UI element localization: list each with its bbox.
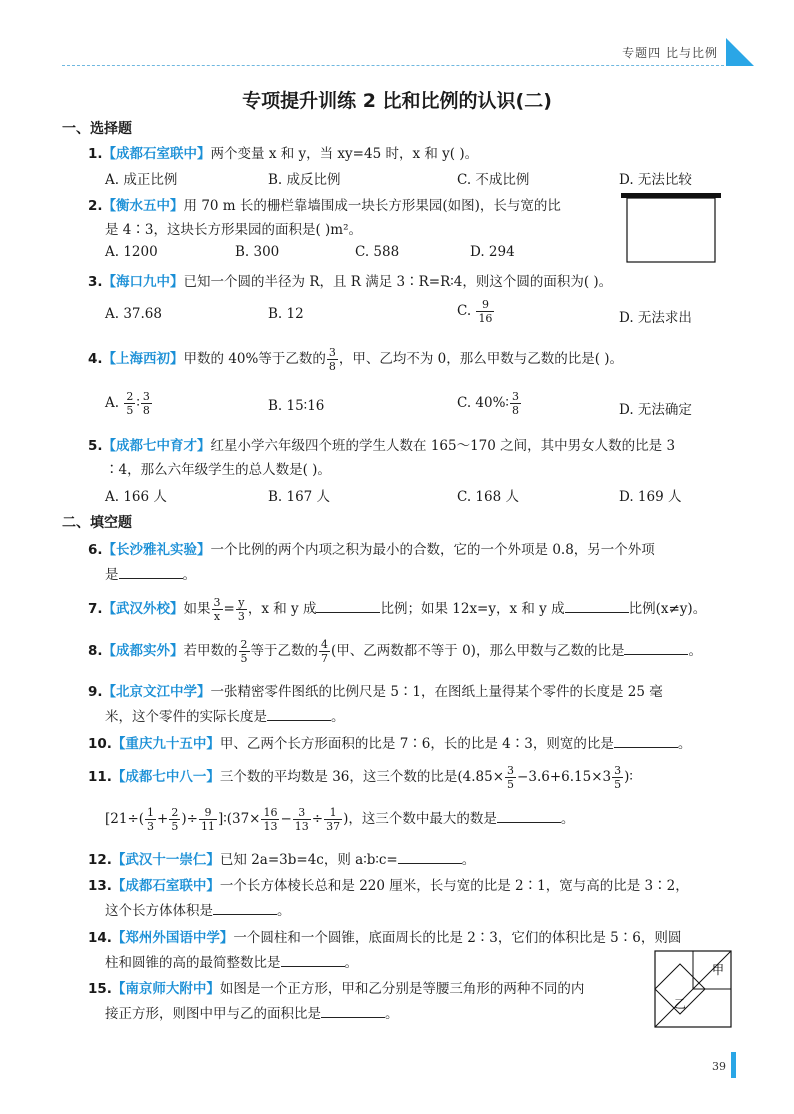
label-yi: 乙	[674, 997, 687, 1011]
fraction: $\frac{3}{8}$	[328, 346, 336, 373]
source-tag: 【成都七中育才】	[102, 438, 211, 454]
question-14-line2: 柱和圆锥的高的最简整数比是 。	[105, 955, 358, 971]
option-a: A. 1200	[105, 244, 158, 260]
source-tag: 【成都实外】	[102, 643, 184, 659]
source-tag: 【成都七中八一】	[111, 769, 220, 785]
source-tag: 【郑州外国语中学】	[111, 930, 234, 946]
option-d: D. 无法比较	[619, 172, 692, 188]
option-b: B. 成反比例	[268, 172, 341, 188]
header-triangle-icon	[726, 38, 754, 66]
option-c: C. 588	[355, 244, 400, 260]
answer-blank[interactable]	[213, 902, 277, 915]
header-divider	[62, 65, 724, 66]
question-6-line2: 是 。	[105, 567, 196, 583]
question-2-line2: 是 4∶3，这块长方形果园的面积是( )m²。	[105, 222, 363, 238]
source-tag: 【海口九中】	[102, 274, 184, 290]
option-b: B. 300	[235, 244, 280, 260]
wall	[621, 193, 721, 198]
question-13-line2: 这个长方体体积是 。	[105, 903, 291, 919]
source-tag: 【上海西初】	[102, 351, 184, 367]
question-4: 4.【上海西初】甲数的 40%等于乙数的 $\frac{3}{8}$ ，甲、乙均不为 0，那么甲数与乙数的比是( )。	[88, 346, 624, 373]
question-5: 5.【成都七中育才】红星小学六年级四个班的学生人数在 165～170 之间，其中男女人数的比是 3	[88, 438, 676, 454]
question-11: 11.【成都七中八一】三个数的平均数是 36，这三个数的比是(4.85× $\frac{3}{5}$ −3.6+6.15×3 $\frac{3}{5}$ )∶	[88, 764, 633, 791]
question-number: 1.	[88, 146, 103, 162]
question-9: 9.【北京文江中学】一张精密零件图纸的比例尺是 5∶1，在图纸上量得某个零件的长度是 25 毫	[88, 684, 663, 700]
question-2: 2.【衡水五中】用 70 m 长的栅栏靠墙围成一块长方形果园(如图)，长与宽的比	[88, 198, 561, 214]
question-1	[88, 142, 478, 162]
source-tag: 【衡水五中】	[102, 198, 184, 214]
answer-blank[interactable]	[321, 1005, 385, 1018]
answer-blank[interactable]	[565, 600, 629, 613]
answer-blank[interactable]	[614, 735, 678, 748]
question-13: 13.【成都石室联中】一个长方体棱长总和是 220 厘米，长与宽的比是 2∶1，宽与高的比是 3∶2，	[88, 878, 689, 894]
question-12: 12.【武汉十一崇仁】已知 2a=3b=4c，则 a∶b∶c= 。	[88, 852, 476, 868]
option-c: C. 168 人	[457, 489, 519, 505]
header-text: 专题四 比与比例	[622, 46, 718, 60]
page-number: 39	[712, 1060, 726, 1073]
question-5-line2: ∶4，那么六年级学生的总人数是( )。	[105, 462, 331, 478]
source-tag: 【南京师大附中】	[111, 981, 220, 997]
source-tag: 【重庆九十五中】	[111, 736, 220, 752]
fraction: $\frac{9}{16}$	[478, 298, 493, 325]
option-b: B. 167 人	[268, 489, 331, 505]
answer-blank[interactable]	[281, 954, 345, 967]
section-fill: 二、填空题	[62, 515, 132, 531]
question-15-line2: 接正方形，则图中甲与乙的面积比是 。	[105, 1006, 399, 1022]
option-c: C. 不成比例	[457, 172, 530, 188]
question-3: 3.【海口九中】已知一个圆的半径为 R，且 R 满足 3∶R=R∶4，则这个圆的面积为( )。	[88, 274, 613, 290]
question-15: 15.【南京师大附中】如图是一个正方形，甲和乙分别是等腰三角形的两种不同的内	[88, 981, 585, 997]
question-10: 10.【重庆九十五中】甲、乙两个长方形面积的比是 7∶6，长的比是 4∶3，则宽的比是 。	[88, 736, 692, 752]
option-a: A. $\frac{2}{5}$ ∶ $\frac{3}{8}$	[105, 390, 150, 417]
page-header	[62, 38, 754, 66]
question-14: 14.【郑州外国语中学】一个圆柱和一个圆锥，底面周长的比是 2∶3，它们的体积比是 5∶6，则圆	[88, 930, 682, 946]
page-bar	[731, 1052, 736, 1078]
orchard-figure	[620, 192, 722, 264]
question-6: 6.【长沙雅礼实验】一个比例的两个内项之积为最小的合数，它的一个外项是 0.8，另一个外项	[88, 542, 655, 558]
page-title: 专项提升训练 2 比和比例的认识(二)	[242, 90, 552, 112]
square-figure	[654, 950, 734, 1030]
source-tag: 【长沙雅礼实验】	[102, 542, 211, 558]
option-d: D. 169 人	[619, 489, 682, 505]
question-text: 两个变量 x 和 y，当 xy=45 时，x 和 y( )。	[210, 146, 479, 162]
option-a: A. 166 人	[105, 489, 167, 505]
source-tag: 【北京文江中学】	[102, 684, 211, 700]
source-tag: 【武汉十一崇仁】	[111, 852, 220, 868]
option-b: B. 12	[268, 306, 304, 322]
question-11-line2: [21÷( $\frac{1}{3}$ + $\frac{2}{5}$ )÷ $\frac{9}{11}$ ]∶(37× $\frac{16}{13}$ − $\frac{3}{13}$ ÷ $\frac{1}{37}$ )，这三个数中最大的数是 。	[105, 806, 575, 833]
answer-blank[interactable]	[119, 566, 183, 579]
question-9-line2: 米，这个零件的实际长度是 。	[105, 709, 345, 725]
answer-blank[interactable]	[316, 600, 380, 613]
option-c: C. 40%∶ $\frac{3}{8}$	[457, 390, 519, 417]
option-c: C. $\frac{9}{16}$	[457, 298, 493, 325]
source-tag: 【成都石室联中】	[102, 146, 211, 162]
option-d: D. 294	[470, 244, 515, 260]
question-8: 8.【成都实外】若甲数的 $\frac{2}{5}$ 等于乙数的 $\frac{4}{7}$ (甲、乙两数都不等于 0)，那么甲数与乙数的比是 。	[88, 638, 702, 665]
fence-rectangle	[627, 198, 715, 262]
answer-blank[interactable]	[497, 810, 561, 823]
label-jia: 甲	[712, 963, 725, 977]
source-tag: 【武汉外校】	[102, 601, 184, 617]
option-d: D. 无法求出	[619, 310, 692, 326]
answer-blank[interactable]	[624, 642, 688, 655]
option-a: A. 37.68	[105, 306, 162, 322]
source-tag: 【成都石室联中】	[111, 878, 220, 894]
section-choice: 一、选择题	[62, 121, 132, 137]
option-b: B. 15∶16	[268, 398, 325, 414]
option-a: A. 成正比例	[105, 172, 178, 188]
answer-blank[interactable]	[398, 851, 462, 864]
option-d: D. 无法确定	[619, 402, 692, 418]
question-7: 7.【武汉外校】如果 $\frac{3}{x}$ = $\frac{y}{3}$ ，x 和 y 成 比例；如果 12x=y，x 和 y 成 比例(x≠y)。	[88, 596, 707, 623]
answer-blank[interactable]	[267, 708, 331, 721]
